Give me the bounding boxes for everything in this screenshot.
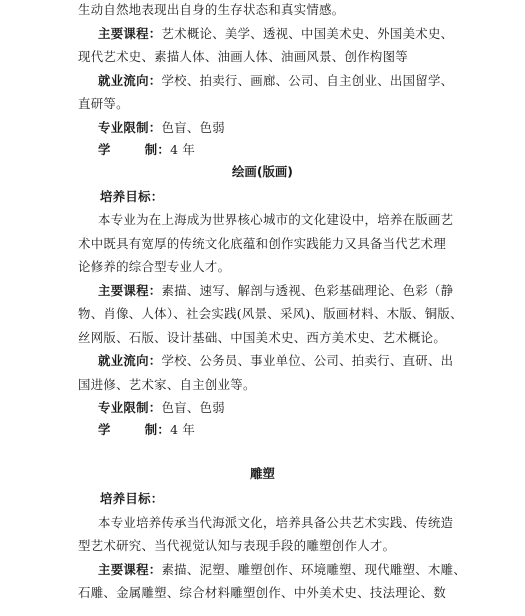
courses-line <box>78 330 446 346</box>
career-text: 学校、拍卖行、画廊、公司、自主创业、出国留学、 <box>161 73 454 88</box>
courses-text: 丝网版、石版、设计基础、中国美术史、西方美术史、艺术概论。 <box>78 330 447 345</box>
career-line <box>78 96 129 112</box>
career-line <box>98 73 453 89</box>
career-line <box>98 353 453 369</box>
section-title: 雕塑 <box>250 466 275 481</box>
duration-line <box>98 422 195 438</box>
goal-text: 本专业培养传承当代海派文化，培养具备公共艺术实践、传统造 <box>98 515 454 530</box>
courses-line <box>98 283 453 299</box>
restriction-text: 色盲、色弱 <box>161 400 225 415</box>
goal-heading-line <box>100 491 163 507</box>
courses-text: 素描、速写、解剖与透视、色彩基础理论、色彩（静 <box>161 283 454 298</box>
courses-line <box>78 306 463 322</box>
goal-text: 本专业为在上海成为世界核心城市的文化建设中，培养在版画艺 <box>98 212 454 227</box>
career-text: 直研等。 <box>78 96 129 111</box>
duration-label: 制： <box>144 142 171 157</box>
goal-line <box>78 259 230 275</box>
restriction-label: 专业限制： <box>98 120 162 135</box>
duration-text: 4 年 <box>170 142 196 157</box>
courses-label: 主要课程： <box>98 26 162 41</box>
courses-label: 主要课程： <box>98 562 162 577</box>
duration-label: 学 <box>98 142 111 157</box>
restriction-line <box>98 400 225 416</box>
duration-label: 制： <box>144 422 171 437</box>
career-label: 就业流向： <box>98 73 162 88</box>
restriction-label: 专业限制： <box>98 400 162 415</box>
courses-text: 素描、泥塑、雕塑创作、环境雕塑、现代雕塑、木雕、 <box>161 562 467 577</box>
goal-heading-line <box>100 189 163 205</box>
courses-text: 艺术概论、美学、透视、中国美术史、外国美术史、 <box>161 26 454 41</box>
restriction-line <box>98 120 225 136</box>
duration-text: 4 年 <box>170 422 196 437</box>
text: 生动自然地表现出自身的生存状态和真实情感。 <box>78 2 345 17</box>
goal-text: 术中既具有宽厚的传统文化底蕴和创作实践能力又具备当代艺术理 <box>78 236 447 251</box>
goal-text: 论修养的综合型专业人才。 <box>78 259 231 274</box>
restriction-text: 色盲、色弱 <box>161 120 225 135</box>
section-title: 绘画(版画) <box>232 164 293 179</box>
goal-line <box>98 212 453 228</box>
career-text: 学校、公务员、事业单位、公司、拍卖行、直研、出 <box>161 353 454 368</box>
courses-label: 主要课程： <box>98 283 162 298</box>
courses-line <box>78 49 408 65</box>
courses-line <box>98 26 453 42</box>
career-line <box>78 377 256 393</box>
duration-label: 学 <box>98 422 111 437</box>
goal-label: 培养目标： <box>100 491 164 506</box>
duration-line <box>98 142 195 158</box>
courses-text: 石雕、金属雕塑、综合材料雕塑创作、中外美术史、技法理论、数 <box>78 585 447 600</box>
career-label: 就业流向： <box>98 353 162 368</box>
goal-label: 培养目标： <box>100 189 164 204</box>
courses-line <box>98 562 466 578</box>
courses-text: 现代艺术史、素描人体、油画人体、油画风景、创作构图等 <box>78 49 408 64</box>
paragraph-line <box>78 2 345 18</box>
goal-line <box>78 236 446 252</box>
goal-line <box>78 538 395 554</box>
goal-text: 型艺术研究、当代视觉认知与表现手段的雕塑创作人才。 <box>78 538 396 553</box>
goal-line <box>98 515 453 531</box>
courses-text: 物、肖像、人体）、社会实践(风景、采风)、版画材料、木版、铜版、 <box>78 306 463 321</box>
courses-line <box>78 585 446 601</box>
career-text: 国进修、艺术家、自主创业等。 <box>78 377 256 392</box>
